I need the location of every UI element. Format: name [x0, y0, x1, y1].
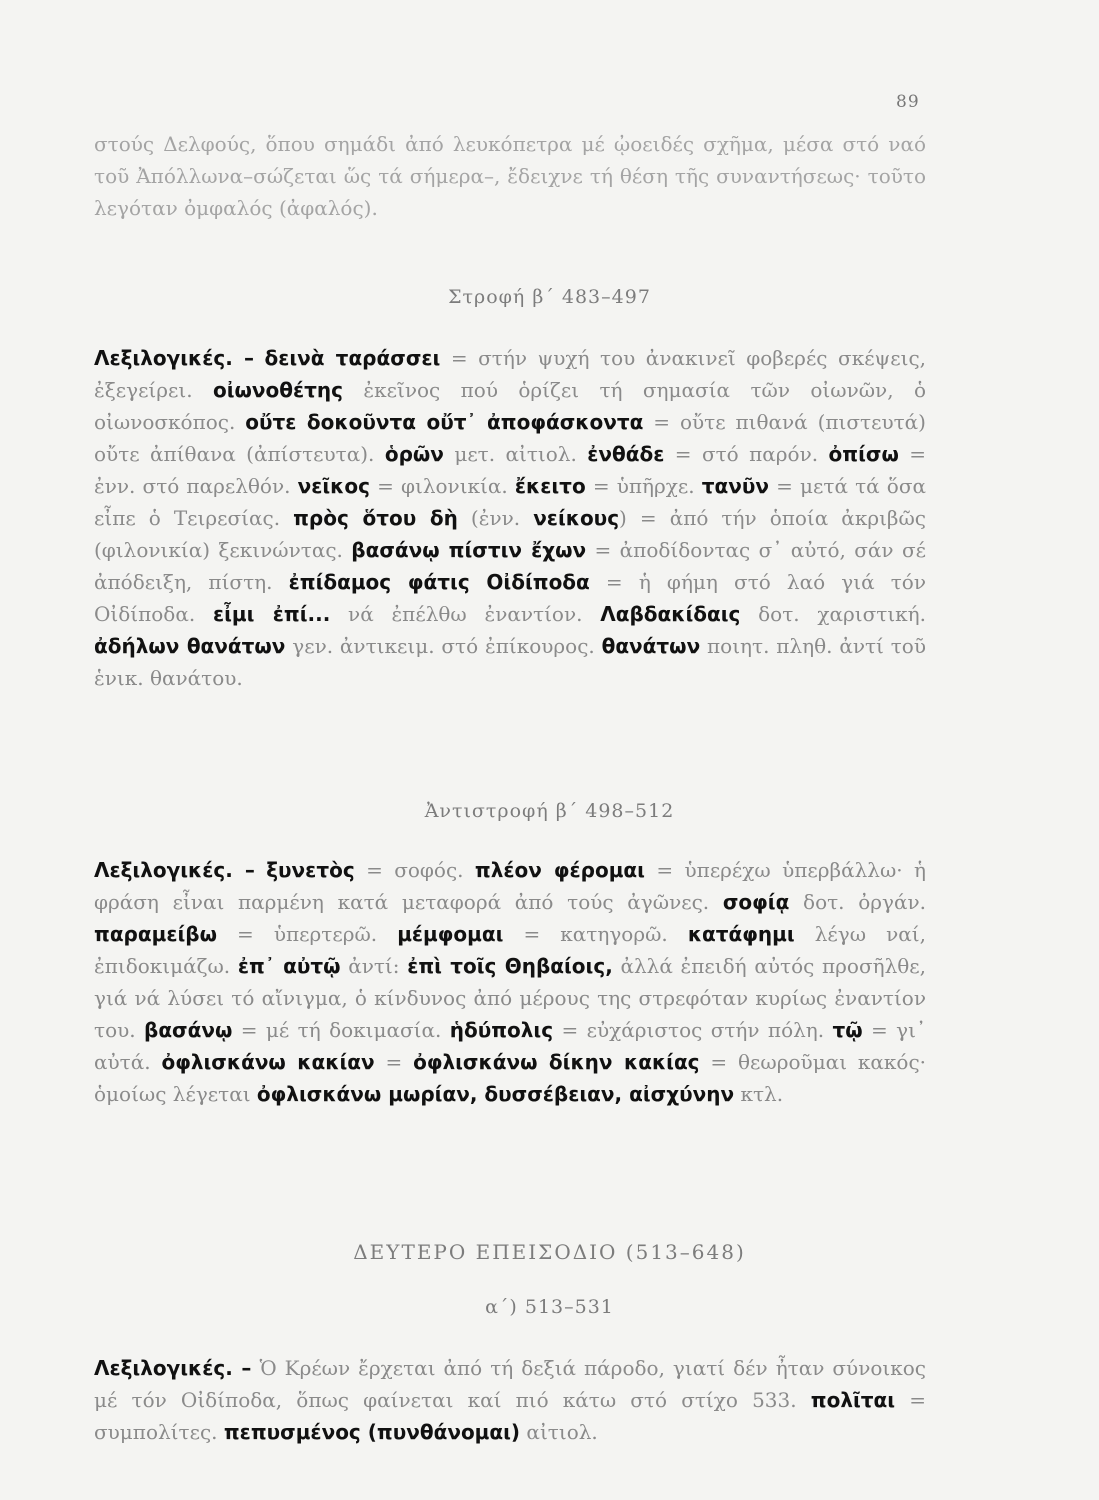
lemma-term: νείκους	[533, 506, 620, 530]
lemma-term: ὁρῶν	[384, 442, 444, 466]
paragraph-body	[94, 858, 926, 1106]
lemma-term: ἐπ᾽ αὐτῷ	[237, 954, 341, 978]
intro-paragraph: στούς Δελφούς, ὅπου σημάδι ἀπό λευκόπετρα μέ ᾠοειδές σχῆμα, μέσα στό ναό τοῦ Ἀπόλλωνα–σώζεται ὥς τά σήμερα–, ἔδειχνε τή θέση τῆς συναντήσεως· τοῦτο λεγόταν ὀμφαλός (ἀφαλός).	[94, 132, 926, 220]
gloss-text: = κατηγορῶ.	[503, 922, 688, 946]
lemma-term: ὀφλισκάνω κακίαν	[161, 1050, 375, 1074]
lemma-term: πρὸς ὅτου δὴ	[293, 506, 458, 530]
lemma-term: ἀδήλων θανάτων	[94, 634, 286, 658]
gloss-text: =	[374, 1050, 414, 1074]
lexical-label: Λεξιλογικές. –	[94, 858, 255, 882]
lexical-paragraph-antistrophe	[94, 854, 926, 1110]
lemma-term: μέμφομαι	[397, 922, 504, 946]
lemma-term: παραμείβω	[94, 922, 217, 946]
chapter-heading: ΔΕΥΤΕΡΟ ΕΠΕΙΣΟΔΙΟ (513–648)	[353, 1240, 746, 1264]
gloss-text: = ἐνν. στό παρελθόν.	[94, 442, 926, 498]
lexical-label: Λεξιλογικές. –	[94, 1356, 252, 1380]
lemma-term: θανάτων	[601, 634, 701, 658]
gloss-text: = ἡ φήμη στό λαό γιά τόν Οἰδίποδα.	[94, 570, 926, 626]
lemma-term: ἡδύπολις	[449, 1018, 554, 1042]
lemma-term: ἐπὶ τοῖς Θηβαίοις,	[407, 954, 613, 978]
gloss-text: ποιητ. πληθ. ἀντί τοῦ ἑνικ. θανάτου.	[94, 634, 926, 690]
gloss-text: ) = ἀπό τήν ὁποία ἀκριβῶς (φιλονικία) ξεκινώντας.	[94, 506, 926, 562]
gloss-text: = γι᾽ αὐτά.	[94, 1018, 926, 1074]
lexical-paragraph-episode	[94, 1352, 926, 1448]
gloss-text: = στό παρόν.	[664, 442, 829, 466]
lemma-term: ὀφλισκάνω δίκην κακίας	[413, 1050, 700, 1074]
gloss-text: (ἐνν.	[457, 506, 534, 530]
gloss-text: κτλ.	[734, 1082, 784, 1106]
lemma-term: πλέον φέρομαι	[474, 858, 645, 882]
lemma-term: τανῦν	[701, 474, 769, 498]
gloss-text: λέγω ναί, ἐπιδοκιμάζω.	[94, 922, 926, 978]
lemma-term: πολῖται	[810, 1388, 896, 1412]
lexical-paragraph-strophe	[94, 342, 926, 694]
lemma-term: ἐνθάδε	[587, 442, 665, 466]
section-heading-strophe: Στροφή β΄ 483–497	[448, 286, 651, 308]
gloss-text: δοτ. ὀργάν.	[789, 890, 926, 914]
gloss-text: αἰτιολ.	[520, 1420, 598, 1444]
gloss-text: = θεωροῦμαι κακός· ὁμοίως λέγεται	[94, 1050, 926, 1106]
lemma-term: Λαβδακίδαις	[600, 602, 741, 626]
gloss-text: = στήν ψυχή του ἀνακινεῖ φοβερές σκέψεις, ἐξεγείρει.	[94, 346, 926, 402]
lemma-term: ὀπίσω	[828, 442, 899, 466]
page-number: 89	[896, 92, 920, 112]
lemma-term: ὀφλισκάνω μωρίαν, δυσσέβειαν, αἰσχύνην	[256, 1082, 735, 1106]
lemma-term: τῷ	[832, 1018, 863, 1042]
gloss-text: μετ. αἰτιολ.	[443, 442, 588, 466]
gloss-text: = συμπολίτες.	[94, 1388, 926, 1444]
gloss-text: = σοφός.	[354, 858, 475, 882]
lemma-term: ἐπίδαμος φάτις Οἰδίποδα	[288, 570, 590, 594]
lexical-label: Λεξιλογικές. –	[94, 346, 254, 370]
lemma-term: οἰωνοθέτης	[212, 378, 343, 402]
lemma-term: σοφίᾳ	[722, 890, 790, 914]
lemma-term: ξυνετὸς	[266, 858, 355, 882]
lemma-term: εἶμι ἐπί...	[212, 602, 331, 626]
lemma-term: δεινὰ ταράσσει	[264, 346, 441, 370]
gloss-text: = ὑπῆρχε.	[585, 474, 702, 498]
lemma-term: βασάνῳ πίστιν ἔχων	[351, 538, 587, 562]
gloss-text: = ὑπερτερῶ.	[216, 922, 398, 946]
section-heading-antistrophe: Ἀντιστροφή β΄ 498–512	[424, 800, 675, 822]
lemma-term: νεῖκος	[297, 474, 370, 498]
lemma-term: κατάφημι	[687, 922, 795, 946]
gloss-text: = οὔτε πιθανά (πιστευτά) οὔτε ἀπίθανα (ἀπίστευτα).	[94, 410, 926, 466]
gloss-text: γεν. ἀντικειμ. στό ἐπίκουρος.	[285, 634, 602, 658]
gloss-text: = ὑπερέχω ὑπερβάλλω· ἡ φράση εἶναι παρμένη κατά μεταφορά ἀπό τούς ἀγῶνες.	[94, 858, 926, 914]
gloss-text: ἀντί:	[340, 954, 408, 978]
lemma-term: πεπυσμένος (πυνθάνομαι)	[223, 1420, 521, 1444]
gloss-text: = εὐχάριστος στήν πόλη.	[553, 1018, 833, 1042]
gloss-text: = μέ τή δοκιμασία.	[232, 1018, 450, 1042]
gloss-text: = ἀποδίδοντας σ᾽ αὐτό, σάν σέ ἀπόδειξη, πίστη.	[94, 538, 926, 594]
gloss-text: = φιλονικία.	[369, 474, 515, 498]
gloss-text: νά ἐπέλθω ἐναντίον.	[330, 602, 601, 626]
gloss-text: ἐκεῖνος πού ὁρίζει τή σημασία τῶν οἰωνῶν, ὁ οἰωνοσκόπος.	[94, 378, 926, 434]
gloss-text: = μετά τά ὅσα εἶπε ὁ Τειρεσίας.	[94, 474, 926, 530]
gloss-text: ἀλλά ἐπειδή αὐτός προσῆλθε, γιά νά λύσει τό αἴνιγμα, ὁ κίνδυνος ἀπό μέρους της στρεφόταν κυρίως ἐναντίον του.	[94, 954, 927, 1042]
paragraph-body	[94, 346, 926, 690]
gloss-text: Ὁ Κρέων ἔρχεται ἀπό τή δεξιά πάροδο, γιατί δέν ἦταν σύνοικος μέ τόν Οἰδίποδα, ὅπως φαίνεται καί πιό κάτω στό στίχο 533.	[94, 1356, 926, 1412]
lemma-term: οὔτε δοκοῦντα οὔτ᾽ ἀποφάσκοντα	[245, 410, 644, 434]
lemma-term: βασάνῳ	[144, 1018, 233, 1042]
gloss-text: δοτ. χαριστική.	[740, 602, 927, 626]
subsection-heading: α΄) 513–531	[485, 1296, 614, 1318]
lemma-term: ἔκειτο	[514, 474, 586, 498]
